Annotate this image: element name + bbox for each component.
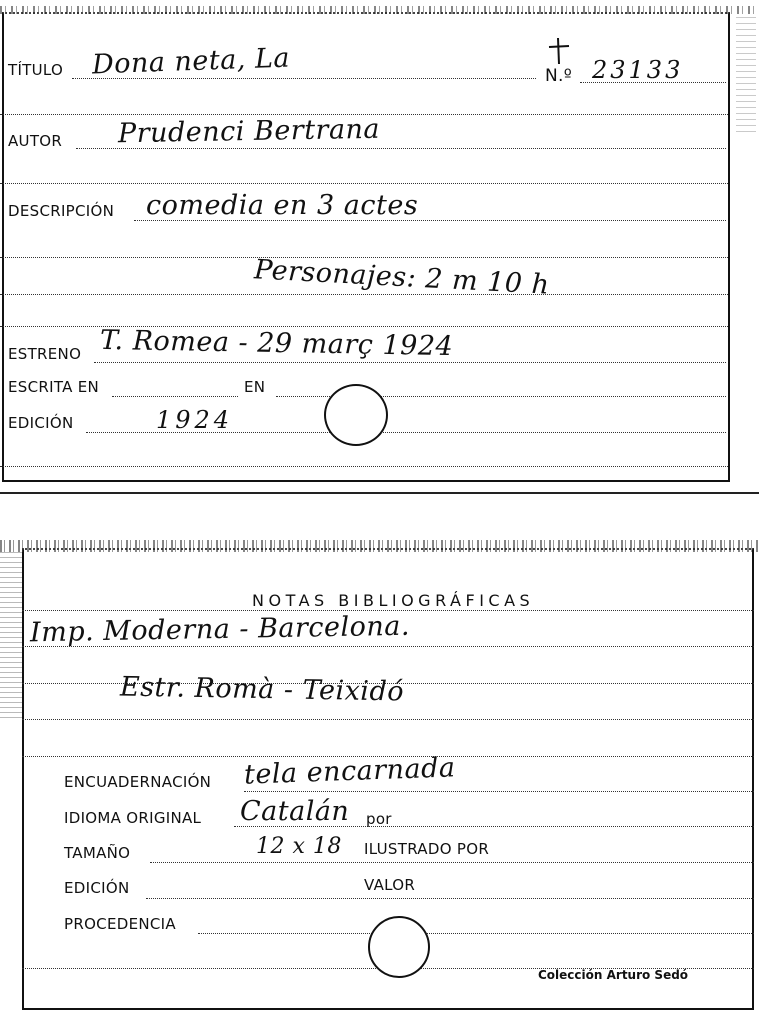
scan-noise-bottom-top xyxy=(0,540,759,552)
valor-label: VALOR xyxy=(364,876,416,894)
rule-edicion-back xyxy=(146,898,754,899)
rule-escrita xyxy=(112,396,238,397)
notes-line-1: Imp. Moderna - Barcelona. xyxy=(29,610,411,649)
scan-noise-right xyxy=(736,12,756,132)
cross-mark-icon xyxy=(544,36,574,66)
ilustrado-label: ILUSTRADO POR xyxy=(364,840,490,858)
stamp-circle xyxy=(324,384,388,446)
estreno-label: ESTRENO xyxy=(8,345,82,363)
edicion-back-label: EDICIÓN xyxy=(64,879,130,897)
numero-label: N.º xyxy=(545,66,573,86)
rule xyxy=(0,466,728,467)
rule-procedencia xyxy=(198,933,754,934)
card-separator xyxy=(0,492,759,494)
rule xyxy=(0,294,728,295)
personajes-value: Personajes: 2 m 10 h xyxy=(253,254,551,301)
tamano-value: 12 x 18 xyxy=(256,834,342,859)
descripcion-value: comedia en 3 actes xyxy=(146,190,419,221)
titulo-value: Dona neta, La xyxy=(91,42,291,81)
stamp-circle xyxy=(368,916,430,978)
idioma-value: Catalán xyxy=(240,796,350,827)
por-label: por xyxy=(366,810,392,828)
rule xyxy=(0,257,728,258)
edicion-label: EDICIÓN xyxy=(8,414,74,432)
numero-value: 23133 xyxy=(592,56,684,84)
rule-estreno xyxy=(94,362,726,363)
notes-line-2: Estr. Romà - Teixidó xyxy=(119,671,405,708)
encuadernacion-value: tela encarnada xyxy=(243,752,456,791)
collection-footer: Colección Arturo Sedó xyxy=(538,968,689,982)
rule-encuadernacion xyxy=(244,791,754,792)
en-label: EN xyxy=(244,378,266,396)
encuadernacion-label: ENCUADERNACIÓN xyxy=(64,773,212,791)
descripcion-label: DESCRIPCIÓN xyxy=(8,202,115,220)
estreno-value: T. Romea - 29 març 1924 xyxy=(99,324,454,363)
procedencia-label: PROCEDENCIA xyxy=(64,915,176,933)
notas-heading: NOTAS BIBLIOGRÁFICAS xyxy=(252,591,535,610)
scan-noise-left xyxy=(0,548,22,718)
rule-tamano xyxy=(150,862,754,863)
edicion-value: 1924 xyxy=(156,406,234,434)
rule xyxy=(22,719,754,720)
autor-value: Prudenci Bertrana xyxy=(117,113,381,150)
autor-label: AUTOR xyxy=(8,132,63,150)
scan-noise-top xyxy=(0,6,759,14)
titulo-label: TÍTULO xyxy=(8,61,64,79)
idioma-label: IDIOMA ORIGINAL xyxy=(64,809,202,827)
escrita-en-label: ESCRITA EN xyxy=(8,378,100,396)
rule xyxy=(0,183,728,184)
tamano-label: TAMAÑO xyxy=(64,844,131,862)
